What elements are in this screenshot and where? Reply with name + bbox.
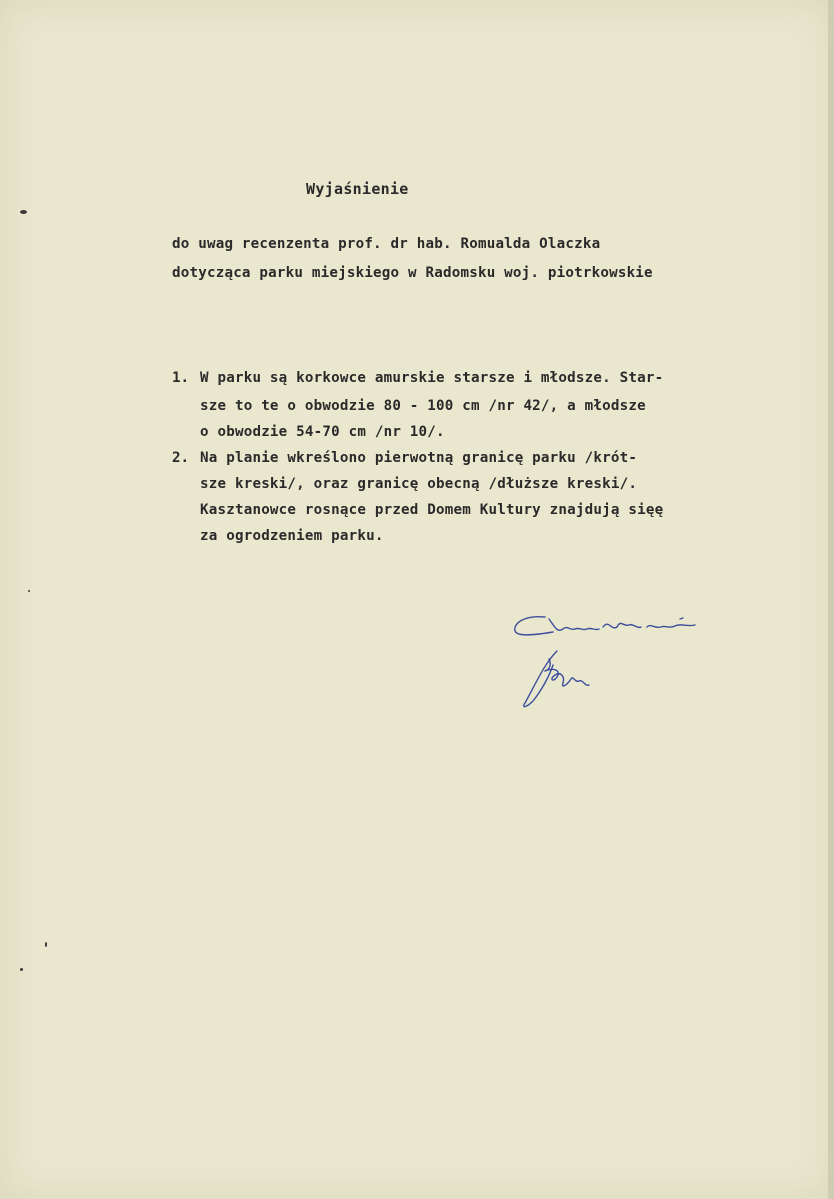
item-2-line-4: za ogrodzeniem parku. [200, 528, 384, 544]
page-edge [828, 0, 834, 1199]
ink-speck [28, 590, 30, 592]
item-2-line-2: sze kreski/, oraz granicę obecną /dłuższe kreski/. [200, 476, 638, 492]
item-number: 2. [172, 450, 190, 466]
item-1-line-1: W parku są korkowce amurskie starsze i młodsze. Star- [200, 370, 664, 386]
item-1-line-3: o obwodzie 54-70 cm /nr 10/. [200, 424, 445, 440]
ink-speck [20, 968, 23, 971]
item-2-line-1: Na planie wkreślono pierwotną granicę parku /krót- [200, 450, 638, 466]
handwritten-signature-icon [505, 605, 715, 720]
document-title: Wyjaśnienie [306, 180, 409, 198]
ink-speck [20, 210, 27, 214]
ink-speck [45, 942, 47, 947]
subtitle-line-2: dotycząca parku miejskiego w Radomsku woj. piotrkowskie [172, 265, 653, 281]
subtitle-line-1: do uwag recenzenta prof. dr hab. Romualda Olaczka [172, 236, 601, 252]
item-1-line-2: sze to te o obwodzie 80 - 100 cm /nr 42/, a młodsze [200, 398, 646, 414]
item-number: 1. [172, 370, 190, 386]
item-2-line-3: Kasztanowce rosnące przed Domem Kultury znajdują sięę [200, 502, 664, 518]
